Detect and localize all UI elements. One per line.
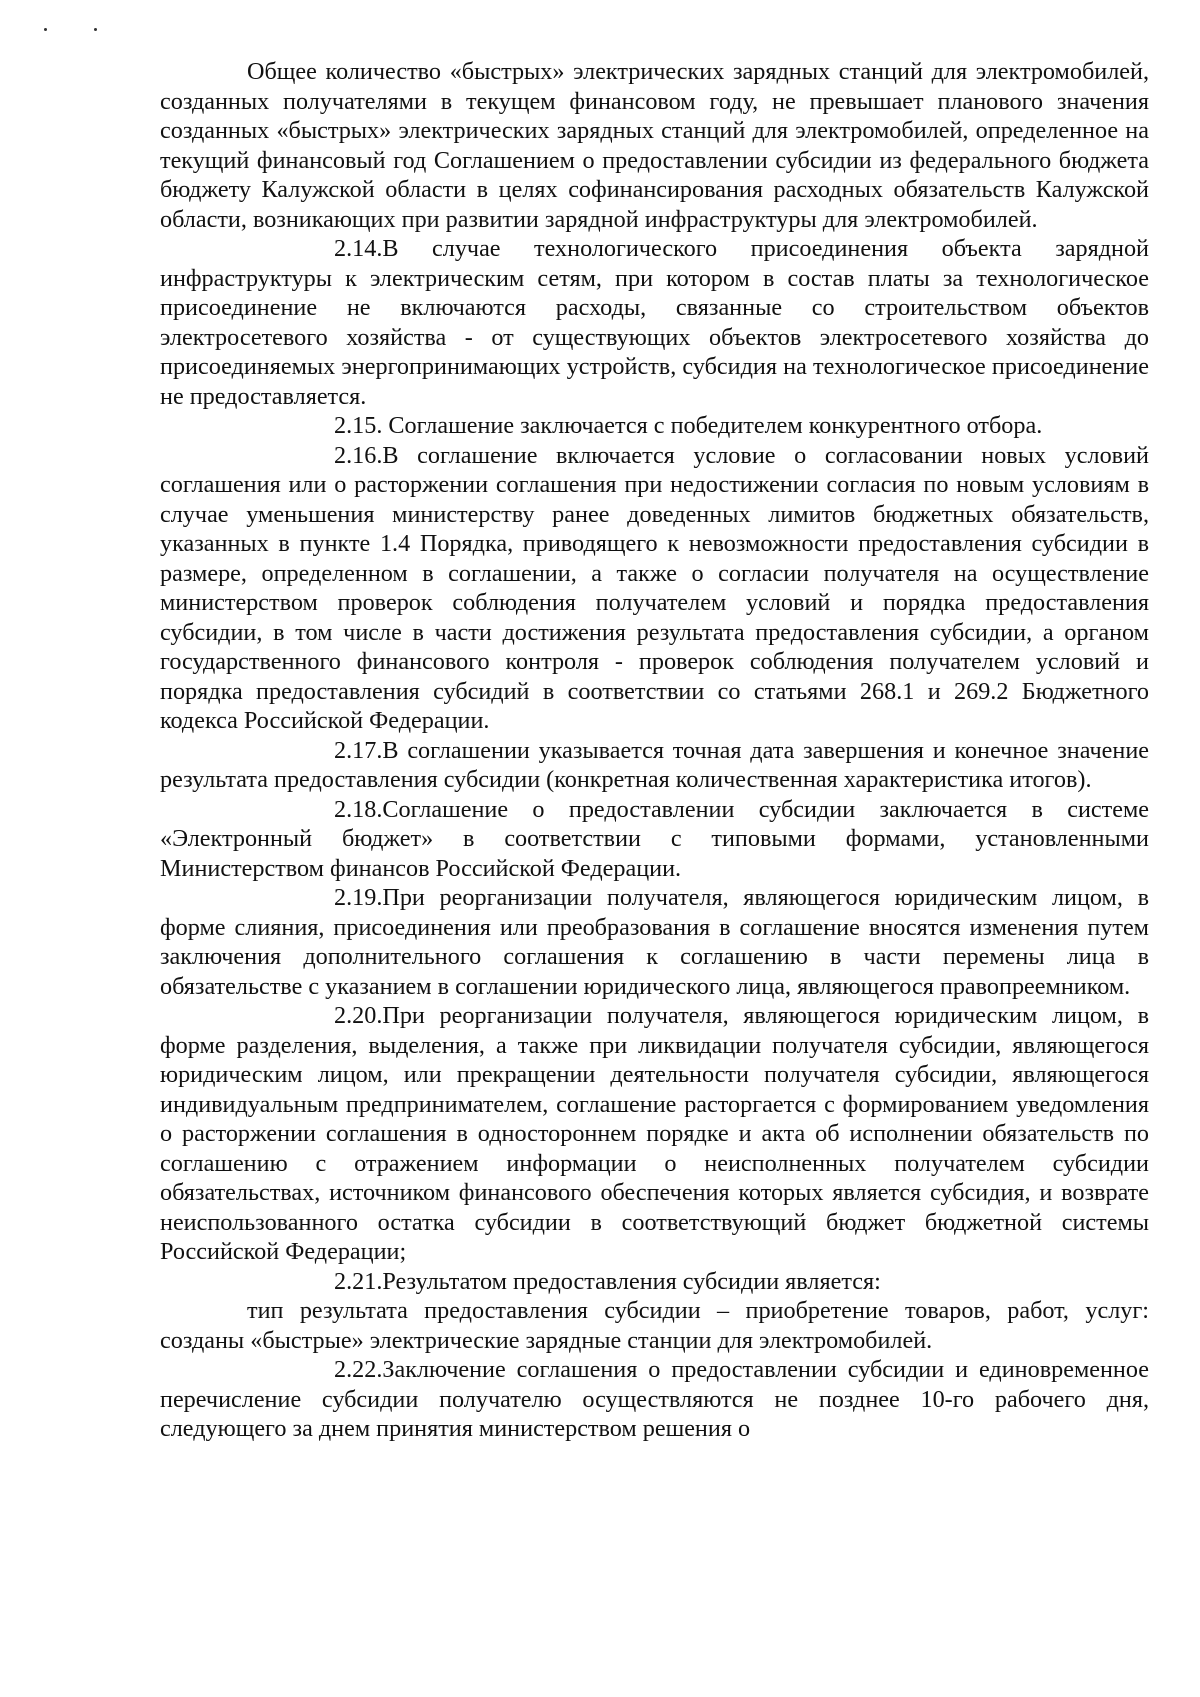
paragraph-text: Заключение соглашения о предоставлении субсидии и единовременное перечисление субсидии получателю осуществляются не позднее 10-го рабочего дня, следующего за днем принятия министерством решения о (160, 1356, 1149, 1442)
scan-dot (44, 28, 47, 31)
paragraph-number: 2.22. (334, 1356, 383, 1383)
paragraph-2-21 (160, 1267, 1149, 1297)
paragraph-text: Соглашение заключается с победителем конкурентного отбора. (388, 412, 1043, 439)
paragraph-2-16 (160, 441, 1149, 736)
paragraph-text: Соглашение о предоставлении субсидии заключается в системе «Электронный бюджет» в соответствии с типовыми формами, установленными Министерством финансов Российской Федерации. (160, 795, 1149, 882)
paragraph-number: 2.16. (334, 441, 383, 469)
paragraph-number: 2.18. (334, 795, 383, 823)
paragraph-text: В соглашение включается условие о согласовании новых условий соглашения или о расторжении соглашения при недостижении согласия по новым условиям в случае уменьшения министерству ранее доведенных лимитов бюджетных обязательств, указанных в пункте 1.4 Порядка, приводящего к невозможности предоставления субсидии в размере, определенном в соглашении, а также о согласии получателя на осуществление министерством проверок соблюдения получателем условий и порядка предоставления субсидии, в том числе в части достижения результата предоставления субсидии, а органом государственного финансового контроля - проверок соблюдения получателем условий и порядка предоставления субсидий в соответствии со статьями 268.1 и 269.2 Бюджетного кодекса Российской Федерации. (160, 441, 1149, 734)
paragraph-text: В соглашении указывается точная дата завершения и конечное значение результата предоставления субсидии (конкретная количественная характеристика итогов). (160, 736, 1149, 793)
paragraph-number: 2.21. (334, 1267, 383, 1295)
paragraph-text: Результатом предоставления субсидии является: (382, 1267, 881, 1295)
paragraph-number: 2.15. (334, 412, 383, 439)
paragraph-2-15 (160, 411, 1149, 441)
paragraph-2-20 (160, 1001, 1149, 1267)
paragraph-2-14 (160, 234, 1149, 411)
scan-dot (94, 28, 97, 31)
document-body (160, 57, 1149, 1444)
paragraph-2-19 (160, 883, 1149, 1001)
paragraph-text: Общее количество «быстрых» электрических зарядных станций для электромобилей, созданных получателями в текущем финансовом году, не превышает планового значения созданных «быстрых» электрических зарядных станций для электромобилей, определенное на текущий финансовый год Соглашением о предоставлении субсидии из федерального бюджета бюджету Калужской области в целях софинансирования расходных обязательств Калужской области, возникающих при развитии зарядной инфраструктуры для электромобилей. (160, 58, 1149, 233)
paragraph-number: 2.17. (334, 736, 383, 764)
paragraph-number: 2.20. (334, 1002, 383, 1029)
paragraph-2-17 (160, 736, 1149, 795)
paragraph-text: При реорганизации получателя, являющегося юридическим лицом, в форме слияния, присоединения или преобразования в соглашение вносятся изменения путем заключения дополнительного соглашения к соглашению в части перемены лица в обязательстве с указанием в соглашении юридического лица, являющегося правопреемником. (160, 884, 1149, 1000)
paragraph-2-18 (160, 795, 1149, 884)
paragraph-number: 2.19. (334, 884, 383, 911)
paragraph-text: В случае технологического присоединения объекта зарядной инфраструктуры к электрическим сетям, при котором в состав платы за технологическое присоединение не включаются расходы, связанные со строительством объектов электросетевого хозяйства - от существующих объектов электросетевого хозяйства до присоединяемых энергопринимающих устройств, субсидия на технологическое присоединение не предоставляется. (160, 235, 1149, 410)
paragraph-intro (160, 57, 1149, 234)
paragraph-2-22 (160, 1355, 1149, 1444)
scan-artifact-dots (40, 28, 110, 36)
paragraph-result-type (160, 1296, 1149, 1355)
paragraph-text: тип результата предоставления субсидии – приобретение товаров, работ, услуг: созданы «быстрые» электрические зарядные станции для электромобилей. (160, 1297, 1149, 1354)
paragraph-text: При реорганизации получателя, являющегося юридическим лицом, в форме разделения, выделения, а также при ликвидации получателя субсидии, являющегося юридическим лицом, или прекращении деятельности получателя субсидии, являющегося индивидуальным предпринимателем, соглашение расторгается с формированием уведомления о расторжении соглашения в одностороннем порядке и акта об исполнении обязательств по соглашению с отражением информации о неисполненных получателем субсидии обязательствах, источником финансового обеспечения которых является субсидия, и возврате неиспользованного остатка субсидии в соответствующий бюджет бюджетной системы Российской Федерации; (160, 1002, 1149, 1265)
paragraph-number: 2.14. (334, 235, 383, 262)
